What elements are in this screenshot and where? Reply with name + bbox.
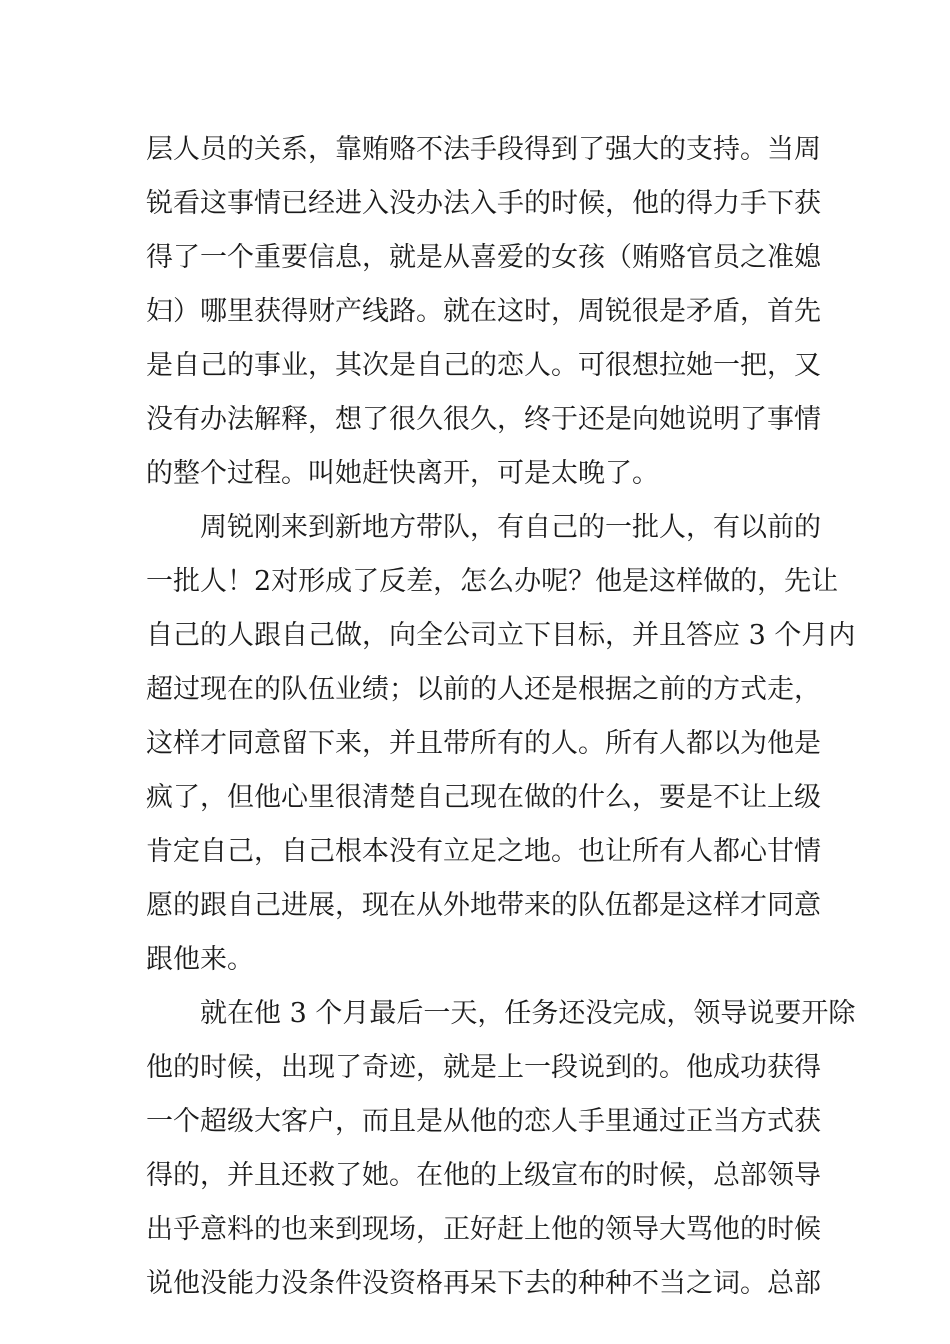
text-line: 跟他来。 xyxy=(146,944,254,975)
text-line: 说他没能力没条件没资格再呆下去的种种不当之词。总部 xyxy=(146,1268,821,1299)
text-line: 一个超级大客户，而且是从他的恋人手里通过正当方式获 xyxy=(146,1106,821,1137)
text-line: 的整个过程。叫她赶快离开，可是太晚了。 xyxy=(146,458,659,489)
text-line: 就在他 3 个月最后一天，任务还没完成，领导说要开除 xyxy=(146,998,856,1029)
text-line: 没有办法解释，想了很久很久，终于还是向她说明了事情 xyxy=(146,404,821,435)
text-line: 层人员的关系，靠贿赂不法手段得到了强大的支持。当周 xyxy=(146,134,821,165)
text-line: 周锐刚来到新地方带队，有自己的一批人，有以前的 xyxy=(146,512,821,543)
text-line: 自己的人跟自己做，向全公司立下目标，并且答应 3 个月内 xyxy=(146,620,856,651)
text-line: 妇）哪里获得财产线路。就在这时，周锐很是矛盾，首先 xyxy=(146,296,821,327)
text-line: 他的时候，出现了奇迹，就是上一段说到的。他成功获得 xyxy=(146,1052,821,1083)
text-line: 一批人！2对形成了反差，怎么办呢？他是这样做的，先让 xyxy=(146,566,839,597)
text-line: 是自己的事业，其次是自己的恋人。可很想拉她一把，又 xyxy=(146,350,821,381)
text-line: 出乎意料的也来到现场，正好赶上他的领导大骂他的时候 xyxy=(146,1214,821,1245)
text-line: 得的，并且还救了她。在他的上级宣布的时候，总部领导 xyxy=(146,1160,821,1191)
text-line: 得了一个重要信息，就是从喜爱的女孩（贿赂官员之准媳 xyxy=(146,242,821,273)
text-line: 疯了，但他心里很清楚自己现在做的什么，要是不让上级 xyxy=(146,782,821,813)
text-line: 肯定自己，自己根本没有立足之地。也让所有人都心甘情 xyxy=(146,836,821,867)
text-line: 愿的跟自己进展，现在从外地带来的队伍都是这样才同意 xyxy=(146,890,821,921)
body-text xyxy=(146,128,856,1316)
text-line: 这样才同意留下来，并且带所有的人。所有人都以为他是 xyxy=(146,728,821,759)
text-line: 锐看这事情已经进入没办法入手的时候，他的得力手下获 xyxy=(146,188,821,219)
text-line: 超过现在的队伍业绩；以前的人还是根据之前的方式走， xyxy=(146,674,821,705)
